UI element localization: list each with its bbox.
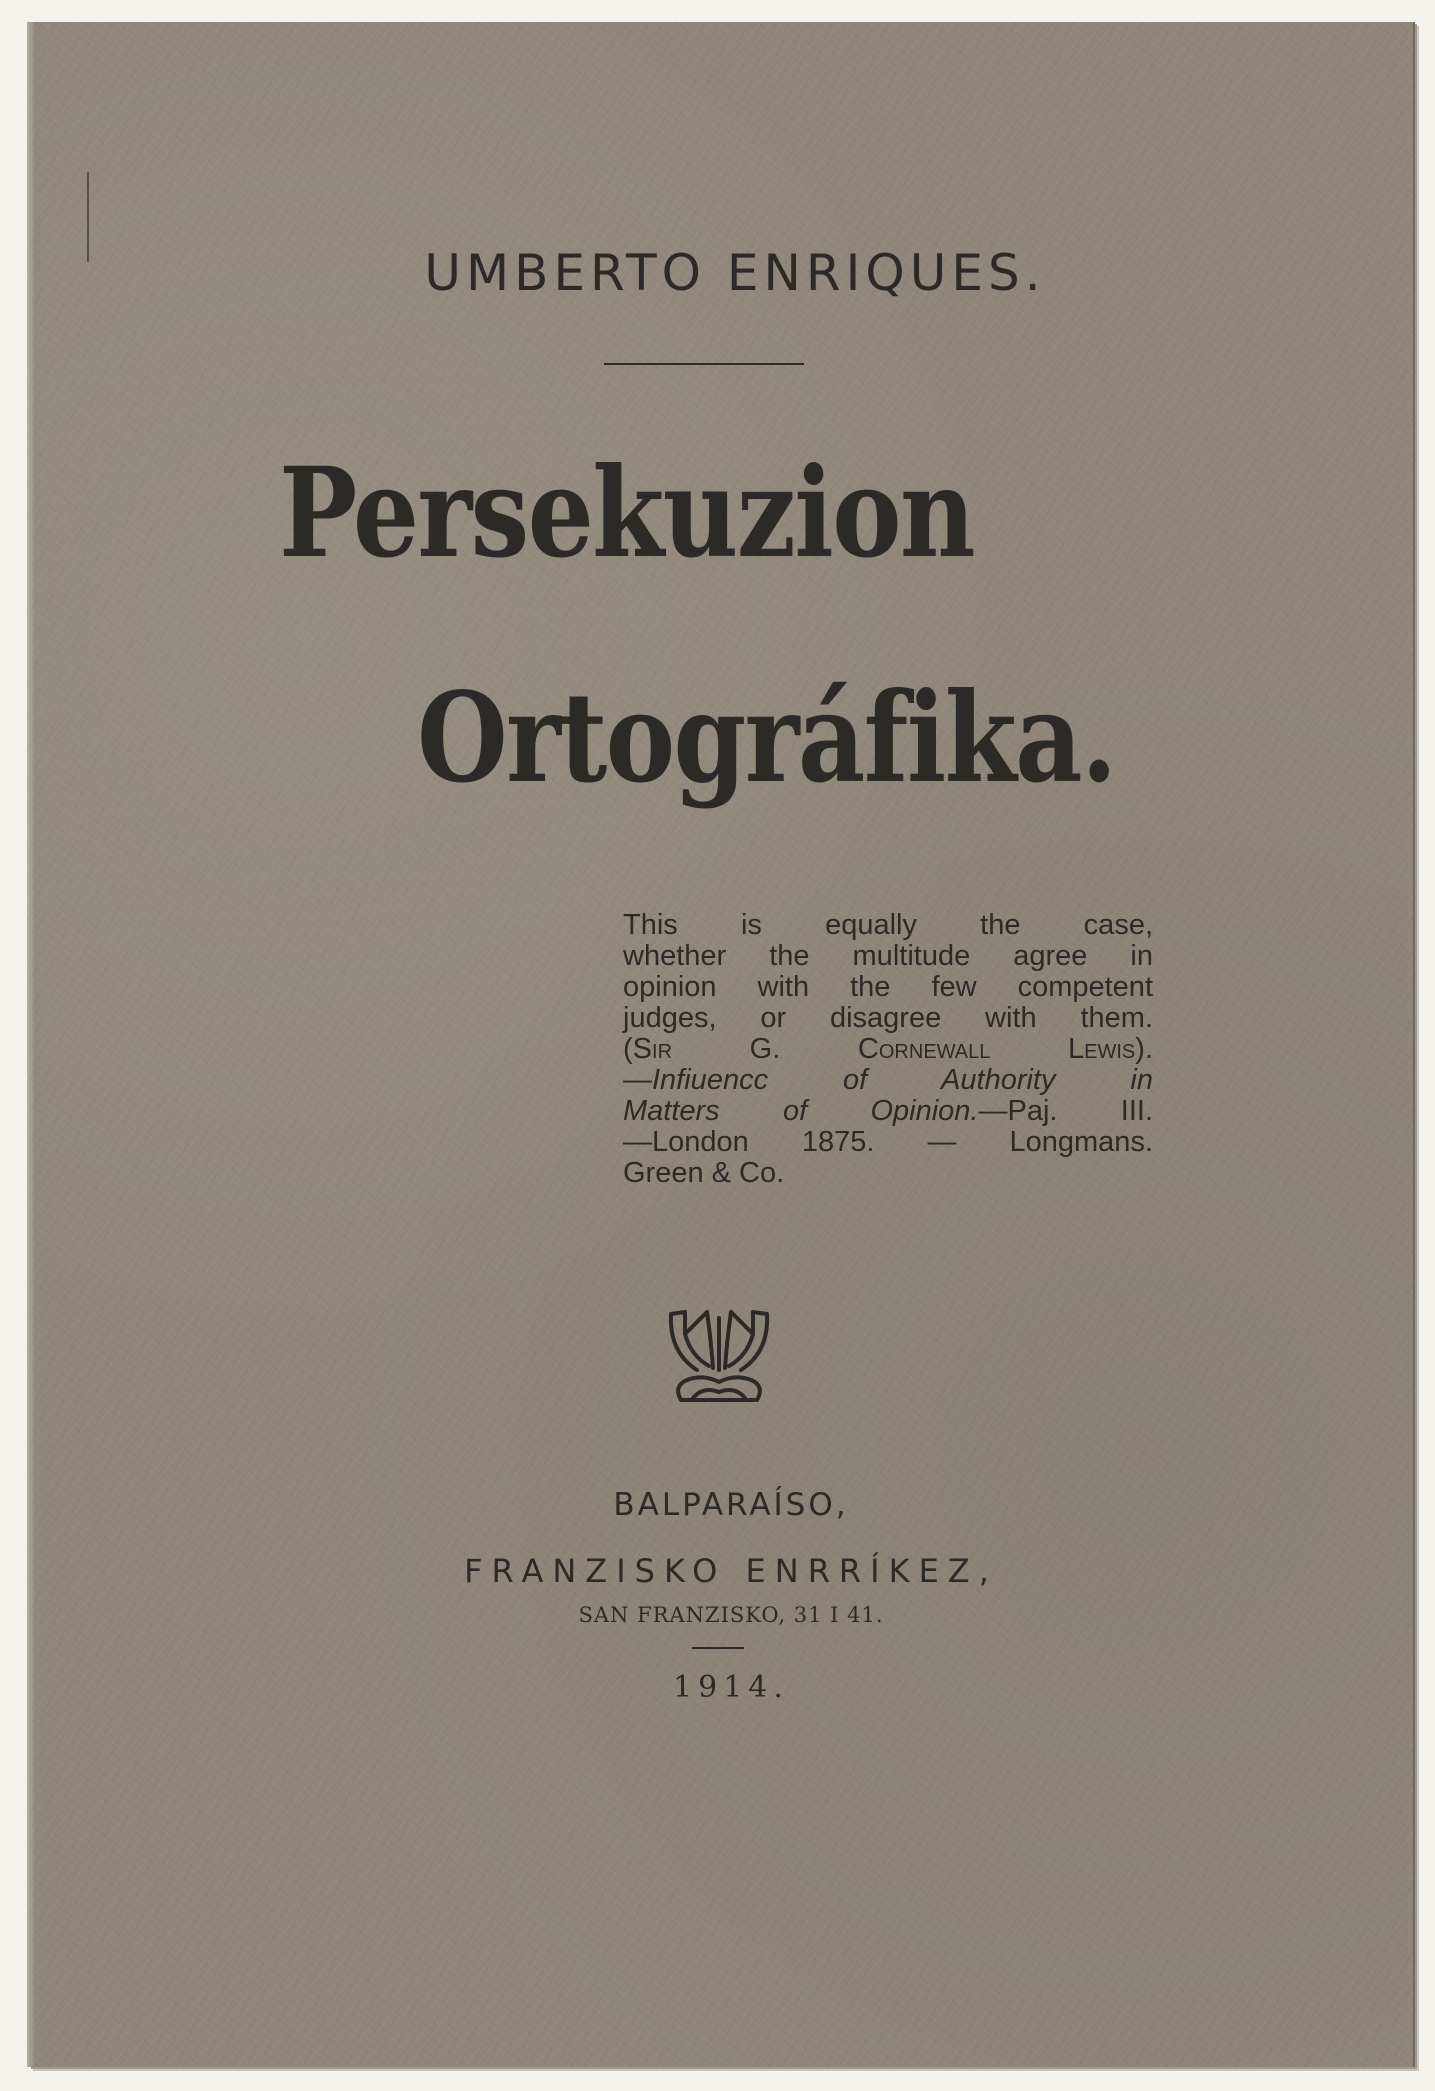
art-nouveau-tulip-ornament-icon xyxy=(663,1304,775,1410)
attribution-close: ). xyxy=(1135,1033,1153,1065)
work-title-b: Matters of Opinion. xyxy=(623,1095,979,1127)
epigraph-work-line-2 xyxy=(623,1096,1153,1127)
imprint-year: 1914. xyxy=(673,1670,789,1705)
page-ref: —Paj. III. xyxy=(978,1095,1154,1127)
epigraph-attribution xyxy=(623,1034,1153,1065)
epigraph-imprint-line: —London 1875. — Longmans. xyxy=(623,1126,1153,1158)
epigraph-line: opinion with the few competent xyxy=(623,971,1153,1003)
imprint-publisher: FRANZISKO ENRRÍKEZ, xyxy=(464,1552,998,1590)
top-divider xyxy=(604,363,804,365)
title-line-1: Persekuzion xyxy=(279,441,974,586)
epigraph-line: judges, or disagree with them. xyxy=(623,1002,1153,1034)
cover-left-edge xyxy=(27,22,35,2067)
attribution-open: ( xyxy=(623,1033,633,1065)
epigraph-line: This is equally the case, xyxy=(623,909,1153,941)
epigraph-line: whether the multitude agree in xyxy=(623,940,1153,972)
work-title-a: Infiuencc of Authority in xyxy=(652,1064,1153,1096)
work-dash: — xyxy=(623,1064,652,1096)
attribution-name: Sir G. Cornewall Lewis xyxy=(632,1033,1136,1065)
bottom-divider xyxy=(692,1647,744,1649)
epigraph-quote xyxy=(623,910,1153,1189)
book-cover xyxy=(27,22,1413,2067)
epigraph-imprint-end: Green & Co. xyxy=(623,1157,785,1189)
imprint-address: SAN FRANZISKO, 31 I 41. xyxy=(578,1603,884,1627)
epigraph-work-line xyxy=(623,1065,1153,1096)
author-name: UMBERTO ENRIQUES. xyxy=(424,244,1046,302)
title-line-2: Ortográfika. xyxy=(417,666,1116,811)
imprint-place: BALPARAÍSO, xyxy=(613,1487,849,1523)
